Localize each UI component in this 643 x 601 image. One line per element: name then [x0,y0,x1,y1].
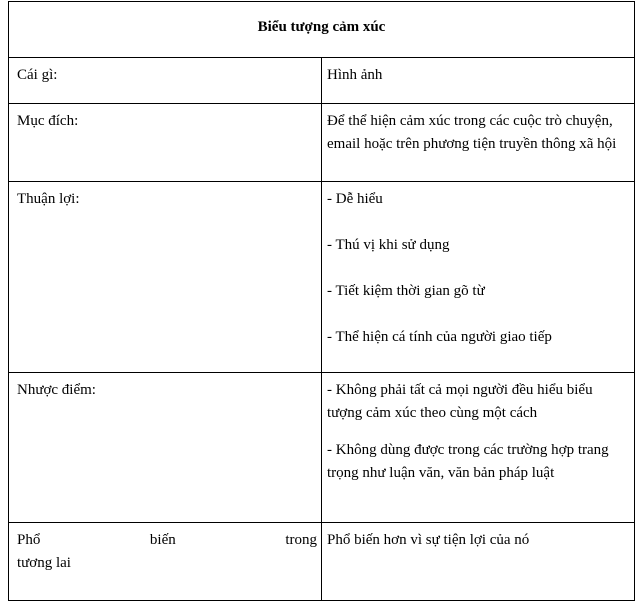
row-label-what: Cái gì: [9,58,322,104]
pros-item: - Thể hiện cá tính của người giao tiếp [327,329,552,345]
table-row [9,104,635,182]
row-value-purpose: Để thể hiện cảm xúc trong các cuộc trò chuyện, email hoặc trên phương tiện truyền thông xã hội [322,104,635,182]
cons-item: - Không dùng được trong các trường hợp trang trọng như luận văn, văn bản pháp luật [327,442,609,481]
table-row [9,523,635,601]
row-value-future: Phổ biến hơn vì sự tiện lợi của nó [322,523,635,601]
row-value-pros [322,182,635,373]
row-label-future-line2: tương lai [17,555,71,571]
pros-item: - Dễ hiểu [327,191,383,207]
table-row [9,182,635,373]
title-row [9,2,635,58]
table-row [9,58,635,104]
table-row [9,373,635,523]
row-value-what: Hình ảnh [322,58,635,104]
cons-item: - Không phải tất cả mọi người đều hiểu biểu tượng cảm xúc theo cùng một cách [327,382,593,421]
row-label-pros: Thuận lợi: [9,182,322,373]
row-label-future [9,523,322,601]
row-label-future-line1: Phổ biến trong [17,532,317,548]
row-label-cons: Nhược điểm: [9,373,322,523]
row-label-purpose: Mục đích: [9,104,322,182]
document-table [8,1,635,601]
pros-item: - Thú vị khi sử dụng [327,237,450,253]
pros-item: - Tiết kiệm thời gian gõ từ [327,283,485,299]
table-title: Biểu tượng cảm xúc [9,2,635,58]
row-value-cons [322,373,635,523]
